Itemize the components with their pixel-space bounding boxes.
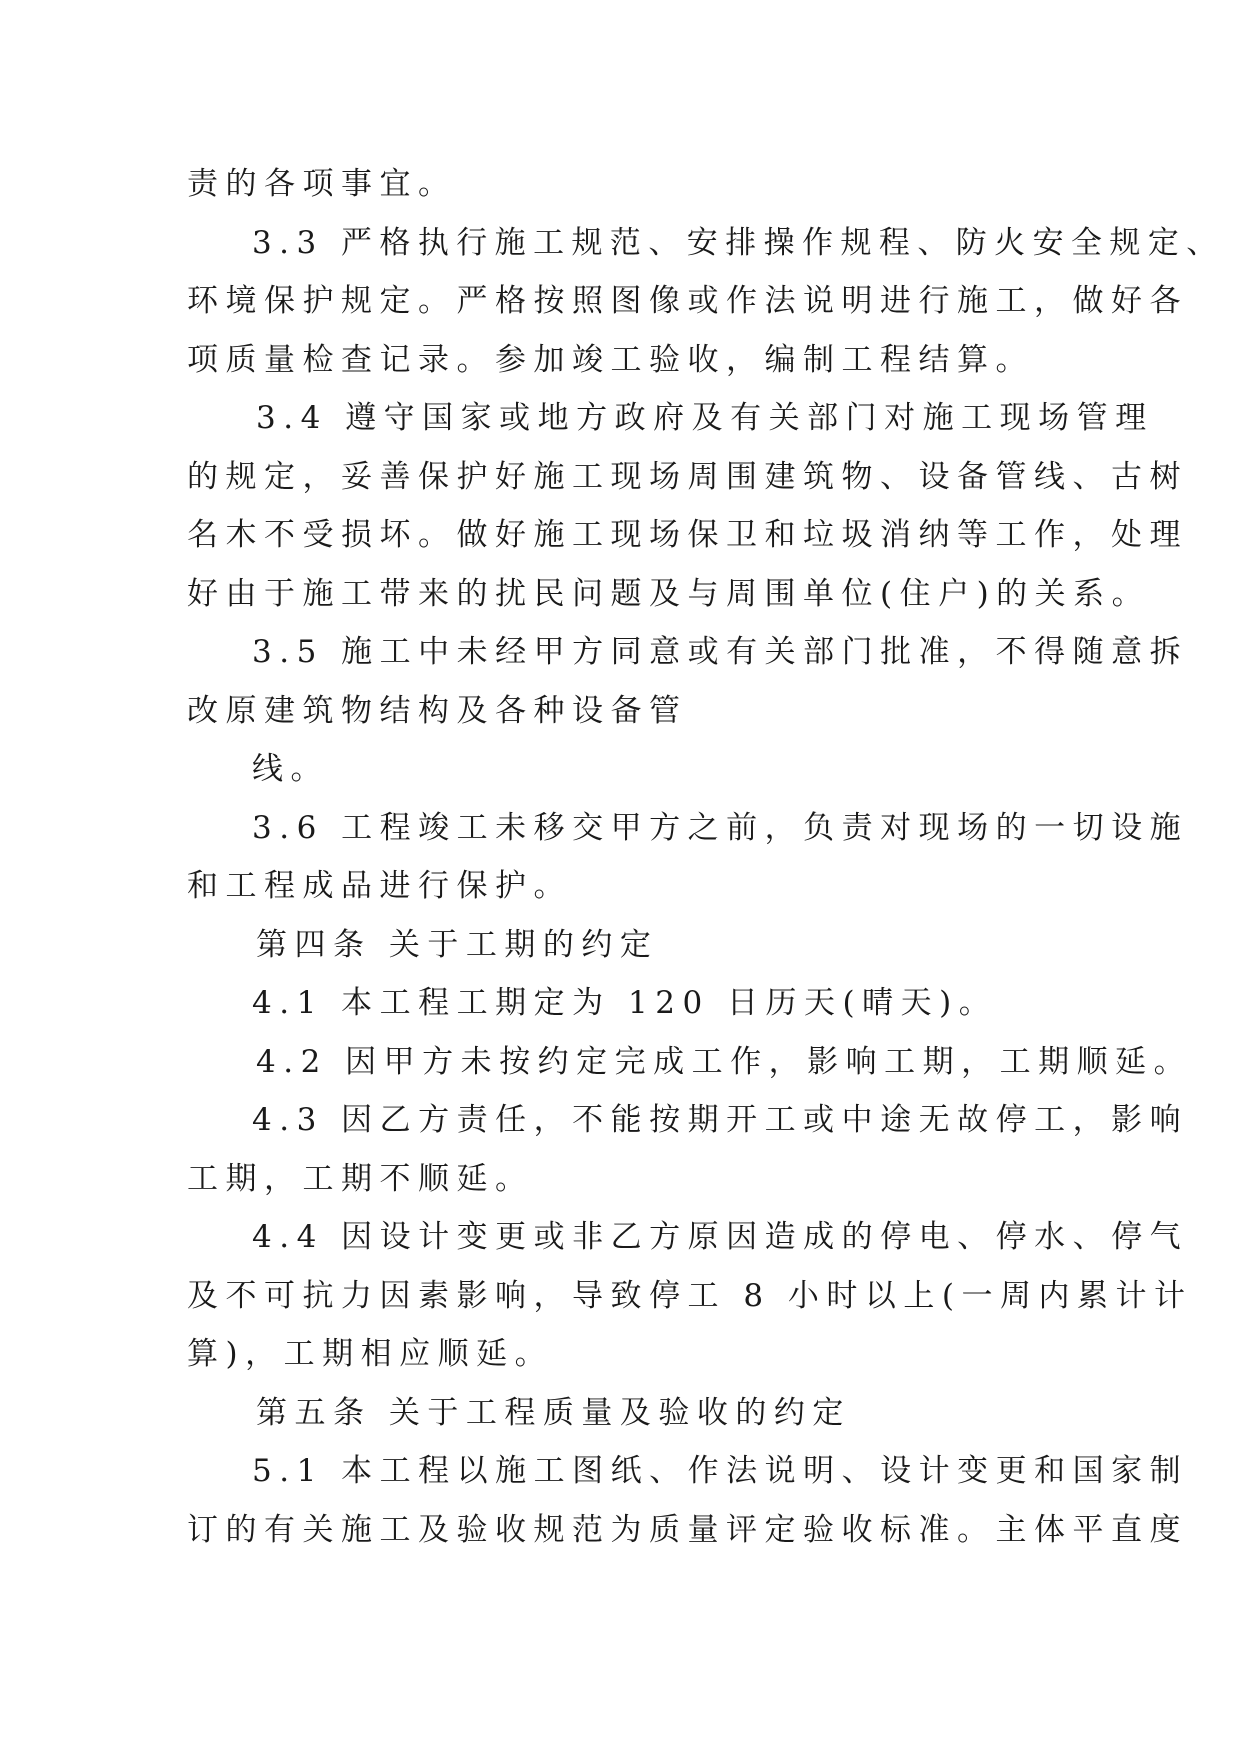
text-line: 的规定，妥善保护好施工现场周围建筑物、设备管线、古树 — [187, 459, 1188, 495]
clause-3-6: 3.6 工程竣工未移交甲方之前，负责对现场的一切设施 — [252, 810, 1189, 846]
text-line: 算)，工期相应顺延。 — [187, 1336, 554, 1372]
clause-5-1: 5.1 本工程以施工图纸、作法说明、设计变更和国家制 — [252, 1453, 1189, 1489]
text-line: 好由于施工带来的扰民问题及与周围单位(住户)的关系。 — [187, 576, 1151, 612]
text-line: 名木不受损坏。做好施工现场保卫和垃圾消纳等工作，处理 — [187, 517, 1188, 553]
article-5-heading: 第五条 关于工程质量及验收的约定 — [256, 1395, 851, 1431]
clause-3-4: 3.4 遵守国家或地方政府及有关部门对施工现场管理 — [256, 400, 1154, 436]
article-4-heading: 第四条 关于工期的约定 — [256, 927, 659, 963]
text-line: 环境保护规定。严格按照图像或作法说明进行施工，做好各 — [187, 283, 1188, 319]
text-line: 责的各项事宜。 — [187, 166, 457, 202]
text-line: 订的有关施工及验收规范为质量评定验收标准。主体平直度 — [187, 1512, 1188, 1548]
text-line: 改原建筑物结构及各种设备管 — [187, 693, 688, 729]
clause-4-3: 4.3 因乙方责任，不能按期开工或中途无故停工，影响 — [252, 1102, 1189, 1138]
text-line: 及不可抗力因素影响，导致停工 8 小时以上(一周内累计计 — [187, 1278, 1193, 1314]
clause-4-4: 4.4 因设计变更或非乙方原因造成的停电、停水、停气 — [252, 1219, 1189, 1255]
text-line: 和工程成品进行保护。 — [187, 868, 572, 904]
clause-3-5: 3.5 施工中未经甲方同意或有关部门批准，不得随意拆 — [252, 634, 1189, 670]
clause-3-3: 3.3 严格执行施工规范、安排操作规程、防火安全规定、 — [252, 225, 1225, 261]
clause-4-1: 4.1 本工程工期定为 120 日历天(晴天)。 — [252, 985, 998, 1021]
text-line: 线。 — [252, 751, 329, 787]
clause-4-2: 4.2 因甲方未按约定完成工作，影响工期，工期顺延。 — [256, 1044, 1193, 1080]
text-line: 工期，工期不顺延。 — [187, 1161, 534, 1197]
text-line: 项质量检查记录。参加竣工验收，编制工程结算。 — [187, 342, 1034, 378]
